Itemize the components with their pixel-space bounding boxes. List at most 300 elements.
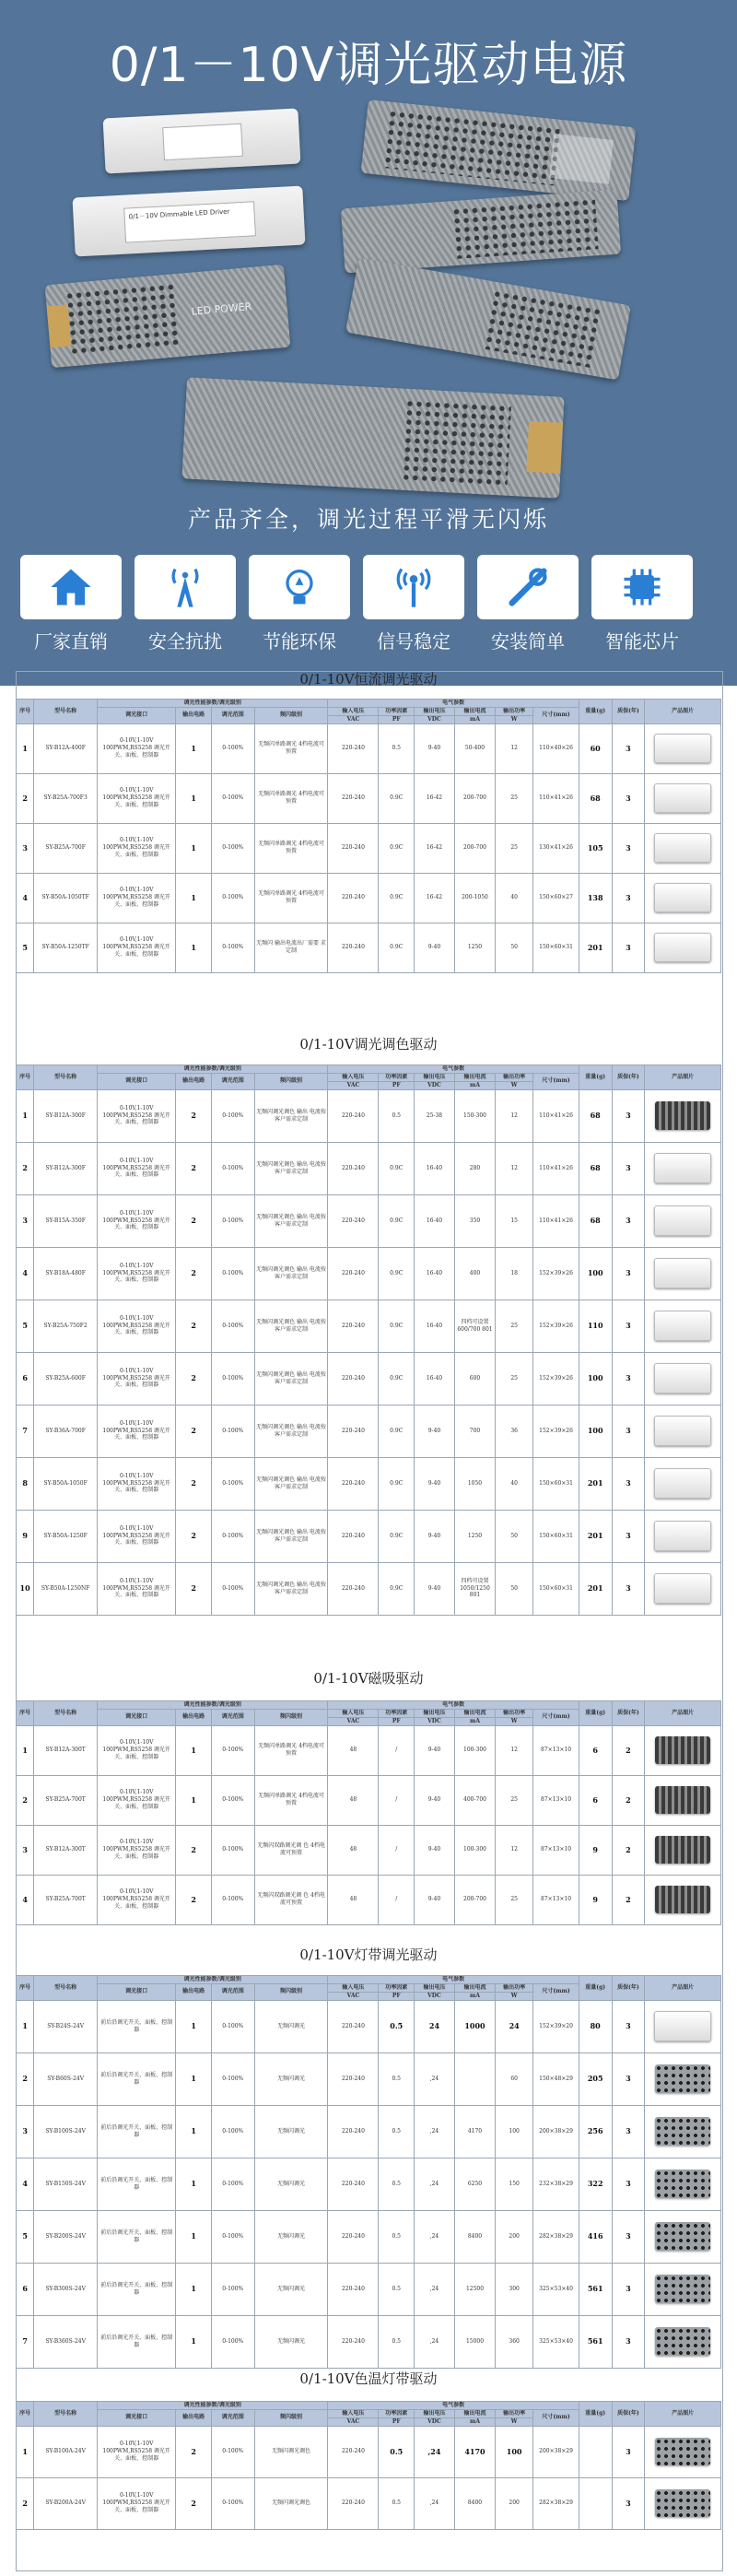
cell-pout: 360 <box>496 2315 533 2368</box>
cell-wty: 3 <box>612 1142 645 1194</box>
cell-freq: 无频闪调光调色 输出 电流按客户需求定制 <box>254 1300 328 1352</box>
cell-freq: 无频闪调光调色 输出 电流按客户需求定制 <box>254 1352 328 1405</box>
product-thumbnail <box>655 1836 711 1864</box>
cell-photo <box>645 1300 721 1352</box>
header-vin: 输入电压 <box>328 2409 379 2417</box>
cell-no: 3 <box>17 1825 34 1875</box>
cell-weight: 60 <box>579 723 612 773</box>
cell-range: 0-100% <box>211 1875 254 1924</box>
cell-ch: 1 <box>176 2315 212 2368</box>
cell-vout: 9-40 <box>414 1725 454 1775</box>
section-title: 0/1-10V恒流调光驱动 <box>299 671 438 688</box>
cell-ch: 2 <box>176 1405 212 1457</box>
header-vin: 输入电压 <box>328 1073 379 1081</box>
cell-dim_if: 0-10V,1-10V 100PWM,RS5258 调光开关、面板、控制器 <box>98 773 176 823</box>
cell-ch: 1 <box>176 1775 212 1825</box>
header-size: 尺寸(mm) <box>533 707 579 723</box>
cell-wty: 3 <box>612 2158 645 2210</box>
spec-table <box>16 699 721 973</box>
cell-ch: 2 <box>176 1352 212 1405</box>
header-dim-group: 调光性能参数/调光级别 <box>98 1065 328 1074</box>
cell-vout: 9-40 <box>414 1510 454 1562</box>
cell-dim_if: 0-10V,1-10V 100PWM,RS5258 调光开关、面板、控制器 <box>98 1875 176 1924</box>
cell-ch: 1 <box>176 823 212 873</box>
cell-freq: 无频闪调光 <box>254 2105 328 2158</box>
hero-banner <box>0 0 737 686</box>
cell-iout: 200-700 <box>454 1875 495 1924</box>
cell-dim_if: 前后沿调光开关、面板、控制器 <box>98 2053 176 2105</box>
cell-vout: 16-40 <box>414 1300 454 1352</box>
cell-weight: 416 <box>579 2210 612 2263</box>
header-warranty: 质保(年) <box>612 1065 645 1090</box>
cell-wty: 3 <box>612 1405 645 1457</box>
cell-weight: 105 <box>579 823 612 873</box>
cell-photo <box>645 2000 721 2053</box>
cell-photo <box>645 1725 721 1775</box>
cell-wty: 3 <box>612 1089 645 1142</box>
cell-pf: 0.5 <box>379 2210 415 2263</box>
spec-table <box>16 1975 721 2369</box>
cell-dim_if: 0-10V,1-10V 100PWM,RS5258 调光开关、面板、控制器 <box>98 1352 176 1405</box>
cell-range: 0-100% <box>211 723 254 773</box>
cell-dim_if: 0-10V,1-10V 100PWM,RS5258 调光开关、面板、控制器 <box>98 723 176 773</box>
cell-freq: 无频闪双路调光调 色 4档电流可预置 <box>254 1875 328 1924</box>
product-image-white-driver-1 <box>103 108 301 173</box>
cell-model: SY-B25A-600F <box>34 1352 98 1405</box>
cell-vin: 220-240 <box>328 1510 379 1562</box>
header-range: 调光范围 <box>211 2409 254 2426</box>
cell-pout: 150 <box>496 2158 533 2210</box>
cell-range: 0-100% <box>211 2477 254 2529</box>
cell-range: 0-100% <box>211 1247 254 1300</box>
cell-weight: 6 <box>579 1775 612 1825</box>
product-image-metal-driver-2 <box>341 190 621 274</box>
cell-weight: 68 <box>579 773 612 823</box>
cell-photo <box>645 1194 721 1247</box>
cell-photo <box>645 2158 721 2210</box>
cell-pf: 0.5 <box>379 2426 415 2477</box>
cell-pout: 24 <box>496 2000 533 2053</box>
cell-size: 110×41×26 <box>533 1089 579 1142</box>
cell-size: 152×39×26 <box>533 1300 579 1352</box>
cell-pout: 25 <box>496 1775 533 1825</box>
cell-pout: 12 <box>496 1142 533 1194</box>
cell-dim_if: 0-10V,1-10V 100PWM,RS5258 调光开关、面板、控制器 <box>98 1247 176 1300</box>
house-icon <box>47 563 95 611</box>
cell-pf: 0.5 <box>379 2105 415 2158</box>
cell-range: 0-100% <box>211 1825 254 1875</box>
cell-pout: 50 <box>496 1562 533 1615</box>
cell-ch: 1 <box>176 2210 212 2263</box>
cell-vin: 220-240 <box>328 2053 379 2105</box>
table-row <box>17 1300 721 1352</box>
cell-pf: 0.9C <box>379 773 415 823</box>
cell-pf: / <box>379 1725 415 1775</box>
cell-pf: 0.9C <box>379 1194 415 1247</box>
feature-factory-direct <box>17 555 125 653</box>
cell-photo <box>645 2053 721 2105</box>
cell-weight: 100 <box>579 1405 612 1457</box>
product-thumbnail <box>654 1416 712 1446</box>
cell-iout: 150-300 <box>454 1089 495 1142</box>
cell-ch: 2 <box>176 1142 212 1194</box>
cell-model: SY-B60S-24V <box>34 2053 98 2105</box>
header-dim-group: 调光性能参数/调光级别 <box>98 2402 328 2410</box>
cell-pout: 12 <box>496 1089 533 1142</box>
header-photo: 产品图片 <box>645 1976 721 2001</box>
table-row <box>17 2053 721 2105</box>
cell-size: 200×38×29 <box>533 2105 579 2158</box>
spec-table <box>16 1700 721 1925</box>
cell-vout: 16-40 <box>414 1194 454 1247</box>
cell-vin: 220-240 <box>328 1300 379 1352</box>
cell-model: SY-B50A-1050TF <box>34 873 98 923</box>
cell-vout: ,24 <box>414 2105 454 2158</box>
header-channels: 输出电路 <box>176 1709 212 1725</box>
cell-size: 282×38×29 <box>533 2210 579 2263</box>
unit-ma: mA <box>454 1717 495 1725</box>
cell-pf: 0.5 <box>379 2477 415 2529</box>
header-freq: 频闪级别 <box>254 1709 328 1725</box>
cell-model: SY-B50A-1250TF <box>34 923 98 972</box>
cell-range: 0-100% <box>211 1352 254 1405</box>
cell-freq: 无频闪单路调光 4档电流可预置 <box>254 1775 328 1825</box>
unit-w: W <box>496 2417 533 2426</box>
cell-ch: 2 <box>176 1194 212 1247</box>
product-thumbnail <box>655 1786 711 1814</box>
cell-vout: ,24 <box>414 2053 454 2105</box>
product-label-text-2: LED POWER <box>191 300 252 318</box>
product-thumbnail <box>654 783 712 813</box>
cell-pout: 12 <box>496 1825 533 1875</box>
cell-wty: 2 <box>612 1875 645 1924</box>
cell-weight: 201 <box>579 1457 612 1510</box>
cell-no: 6 <box>17 1352 34 1405</box>
cell-wty: 3 <box>612 1562 645 1615</box>
cell-vout: ,24 <box>414 2210 454 2263</box>
cell-pf: 0.5 <box>379 2315 415 2368</box>
cell-vin: 48 <box>328 1725 379 1775</box>
cell-photo <box>645 823 721 873</box>
cell-iout: 1250 <box>454 1510 495 1562</box>
unit-vdc: VDC <box>414 715 454 723</box>
header-range: 调光范围 <box>211 707 254 723</box>
cell-iout: 四档可设置 600/700 801 <box>454 1300 495 1352</box>
cell-photo <box>645 2315 721 2368</box>
feature-label: 节能环保 <box>263 630 336 653</box>
feature-label: 智能芯片 <box>605 630 679 653</box>
cell-freq: 无频闪调光调色 输出 电流按客户需求定制 <box>254 1510 328 1562</box>
cell-weight: 322 <box>579 2158 612 2210</box>
header-weight: 重量(g) <box>579 1701 612 1726</box>
cell-freq: 无频闪双路调光调 色 4档电流可预置 <box>254 1825 328 1875</box>
cell-model: SY-B50A-1250NF <box>34 1562 98 1615</box>
cell-size: 325×53×40 <box>533 2263 579 2315</box>
cell-range: 0-100% <box>211 1775 254 1825</box>
cell-model: SY-B360S-24V <box>34 2315 98 2368</box>
cell-pout: 25 <box>496 1300 533 1352</box>
cell-iout: 4170 <box>454 2426 495 2477</box>
cell-vin: 220-240 <box>328 1089 379 1142</box>
cell-wty: 3 <box>612 1352 645 1405</box>
cell-range: 0-100% <box>211 1457 254 1510</box>
header-model: 型号名称 <box>34 700 98 724</box>
cell-range: 0-100% <box>211 2210 254 2263</box>
cell-freq: 无频闪单路调光 4档电流可预置 <box>254 723 328 773</box>
cell-range: 0-100% <box>211 2158 254 2210</box>
table-row <box>17 2315 721 2368</box>
table-row <box>17 2000 721 2053</box>
header-size: 尺寸(mm) <box>533 1073 579 1089</box>
cell-no: 3 <box>17 1194 34 1247</box>
unit-vac: VAC <box>328 1717 379 1725</box>
cell-ch: 1 <box>176 2053 212 2105</box>
header-weight: 重量(g) <box>579 700 612 724</box>
product-thumbnail <box>654 1363 712 1394</box>
cell-dim_if: 0-10V,1-10V 100PWM,RS5258 调光开关、面板、控制器 <box>98 1725 176 1775</box>
product-thumbnail <box>654 883 712 912</box>
product-thumbnail <box>654 1258 712 1288</box>
cell-pout: 100 <box>496 2426 533 2477</box>
product-thumbnail <box>655 1101 711 1130</box>
header-vin: 输入电压 <box>328 707 379 715</box>
cell-size: 130×41×26 <box>533 823 579 873</box>
cell-vin: 220-240 <box>328 2158 379 2210</box>
cell-ch: 1 <box>176 2105 212 2158</box>
cell-vout: ,24 <box>414 2263 454 2315</box>
cell-vout: 16-42 <box>414 823 454 873</box>
cell-photo <box>645 1875 721 1924</box>
cell-pf: 0.9C <box>379 873 415 923</box>
cell-model: SY-B50A-1250F <box>34 1510 98 1562</box>
cell-no: 2 <box>17 2477 34 2529</box>
header-vout: 输出电压 <box>414 2409 454 2417</box>
cell-pf: 0.9C <box>379 1352 415 1405</box>
table-row <box>17 823 721 873</box>
cell-freq: 无频闪调光 <box>254 2158 328 2210</box>
table-row <box>17 1510 721 1562</box>
unit-ma: mA <box>454 1081 495 1089</box>
cell-weight: 6 <box>579 1725 612 1775</box>
cell-dim_if: 0-10V,1-10V 100PWM,RS5258 调光开关、面板、控制器 <box>98 2426 176 2477</box>
cell-freq: 无频闪调光 <box>254 2053 328 2105</box>
header-vout: 输出电压 <box>414 1983 454 1992</box>
cell-weight: 256 <box>579 2105 612 2158</box>
product-thumbnail <box>655 2170 711 2198</box>
cell-photo <box>645 1825 721 1875</box>
cell-no: 1 <box>17 2000 34 2053</box>
cell-ch: 2 <box>176 2426 212 2477</box>
tools-icon <box>504 563 552 611</box>
cell-wty: 2 <box>612 1725 645 1775</box>
product-thumbnail <box>654 734 712 763</box>
cell-wty: 3 <box>612 2477 645 2529</box>
header-channels: 输出电路 <box>176 1983 212 2000</box>
cell-iout: 6250 <box>454 2158 495 2210</box>
cell-iout: 200-1050 <box>454 873 495 923</box>
cell-vin: 220-240 <box>328 1142 379 1194</box>
header-warranty: 质保(年) <box>612 1701 645 1726</box>
cell-model: SY-B25A-700T <box>34 1775 98 1825</box>
cell-freq: 无频闪调光调色 输出 电流按客户需求定制 <box>254 1562 328 1615</box>
table-row <box>17 923 721 972</box>
cell-vin: 220-240 <box>328 2105 379 2158</box>
product-image-metal-driver-5 <box>181 377 564 498</box>
header-range: 调光范围 <box>211 1073 254 1089</box>
feature-smart-chip <box>588 555 696 653</box>
cell-photo <box>645 2263 721 2315</box>
table-row <box>17 873 721 923</box>
section-title: 0/1-10V磁吸驱动 <box>313 1670 424 1687</box>
cell-pf: 0.5 <box>379 2263 415 2315</box>
cell-pf: 0.9C <box>379 1510 415 1562</box>
cell-freq: 无频闪调光调色 输出 电流按客户需求定制 <box>254 1089 328 1142</box>
unit-w: W <box>496 1717 533 1725</box>
header-photo: 产品图片 <box>645 2402 721 2427</box>
cell-dim_if: 0-10V,1-10V 100PWM,RS5258 调光开关、面板、控制器 <box>98 1775 176 1825</box>
cell-ch: 2 <box>176 1457 212 1510</box>
eco-bulb-icon <box>275 563 323 611</box>
cell-pout: 300 <box>496 2263 533 2315</box>
cell-vin: 220-240 <box>328 2263 379 2315</box>
cell-freq: 无频闪调光调色 输出 电流按客户需求定制 <box>254 1142 328 1194</box>
header-pf: 功率因素 <box>379 1709 415 1717</box>
cell-size: 110×41×26 <box>533 1194 579 1247</box>
cell-vin: 220-240 <box>328 1194 379 1247</box>
product-thumbnail <box>655 2064 711 2093</box>
cell-no: 4 <box>17 2158 34 2210</box>
header-vin: 输入电压 <box>328 1983 379 1992</box>
cell-freq: 无频闪调光调色 输出 电流按客户需求定制 <box>254 1405 328 1457</box>
cell-size: 87×13×10 <box>533 1825 579 1875</box>
cell-size: 152×39×26 <box>533 1405 579 1457</box>
unit-vac: VAC <box>328 1992 379 2000</box>
cell-size: 152×39×26 <box>533 1247 579 1300</box>
cell-wty: 3 <box>612 2105 645 2158</box>
cell-dim_if: 前后沿调光开关、面板、控制器 <box>98 2158 176 2210</box>
cell-iout: 200-700 <box>454 823 495 873</box>
header-photo: 产品图片 <box>645 1701 721 1726</box>
cell-iout: 15000 <box>454 2315 495 2368</box>
cell-model: SY-B200A-24V <box>34 2477 98 2529</box>
cell-vout: ,24 <box>414 2158 454 2210</box>
header-no: 序号 <box>17 2402 34 2427</box>
cell-model: SY-B100A-24V <box>34 2426 98 2477</box>
cell-vin: 220-240 <box>328 1405 379 1457</box>
cell-model: SY-B50A-1050F <box>34 1457 98 1510</box>
cell-wty: 3 <box>612 723 645 773</box>
cell-size: 150×48×29 <box>533 2053 579 2105</box>
cell-wty: 3 <box>612 923 645 972</box>
product-image-metal-driver-3 <box>45 265 291 368</box>
cell-vin: 220-240 <box>328 1562 379 1615</box>
table-row <box>17 2105 721 2158</box>
header-dim-if: 调光接口 <box>98 1073 176 1089</box>
cell-dim_if: 0-10V,1-10V 100PWM,RS5258 调光开关、面板、控制器 <box>98 1300 176 1352</box>
unit-ma: mA <box>454 2417 495 2426</box>
header-elec-group: 电气参数 <box>328 1065 579 1074</box>
cell-iout: 400 <box>454 1247 495 1300</box>
cell-iout: 1250 <box>454 923 495 972</box>
cell-size: 87×13×10 <box>533 1775 579 1825</box>
cell-no: 2 <box>17 2053 34 2105</box>
header-freq: 频闪级别 <box>254 1983 328 2000</box>
cell-no: 1 <box>17 2426 34 2477</box>
header-elec-group: 电气参数 <box>328 700 579 708</box>
cell-iout: 100-300 <box>454 1725 495 1775</box>
table-row <box>17 773 721 823</box>
cell-photo <box>645 723 721 773</box>
cell-vin: 220-240 <box>328 873 379 923</box>
cell-ch: 1 <box>176 723 212 773</box>
header-no: 序号 <box>17 1701 34 1726</box>
cell-no: 10 <box>17 1562 34 1615</box>
cell-size: 282×38×29 <box>533 2477 579 2529</box>
cell-no: 5 <box>17 2210 34 2263</box>
table-row <box>17 1089 721 1142</box>
cell-model: SY-B36A-700F <box>34 1405 98 1457</box>
unit-pf: PF <box>379 1992 415 2000</box>
feature-energy-saving <box>245 555 354 653</box>
cell-iout: 50-400 <box>454 723 495 773</box>
table-row <box>17 2426 721 2477</box>
cell-pout: 25 <box>496 823 533 873</box>
chip-icon <box>618 563 666 611</box>
cell-freq: 无频闪单路调光 4档电流可预置 <box>254 1725 328 1775</box>
cell-photo <box>645 1775 721 1825</box>
cell-weight: 80 <box>579 2000 612 2053</box>
cell-vout: 16-40 <box>414 1142 454 1194</box>
cell-pf: 0.5 <box>379 1089 415 1142</box>
unit-pf: PF <box>379 1081 415 1089</box>
unit-pf: PF <box>379 715 415 723</box>
header-weight: 重量(g) <box>579 1065 612 1090</box>
spec-table <box>16 1065 721 1616</box>
cell-photo <box>645 1089 721 1142</box>
header-no: 序号 <box>17 700 34 724</box>
cell-vin: 220-240 <box>328 823 379 873</box>
unit-w: W <box>496 1081 533 1089</box>
cell-size: 110×41×26 <box>533 773 579 823</box>
cell-photo <box>645 1457 721 1510</box>
cell-photo <box>645 2210 721 2263</box>
cell-iout: 1000 <box>454 2000 495 2053</box>
cell-range: 0-100% <box>211 1194 254 1247</box>
table-row <box>17 1457 721 1510</box>
table-row <box>17 723 721 773</box>
cell-model: SY-B12A-400F <box>34 723 98 773</box>
cell-size: 150×60×31 <box>533 923 579 972</box>
cell-dim_if: 0-10V,1-10V 100PWM,RS5258 调光开关、面板、控制器 <box>98 1405 176 1457</box>
header-iout: 输出电流 <box>454 1983 495 1992</box>
feature-label: 信号稳定 <box>377 630 450 653</box>
header-dim-group: 调光性能参数/调光级别 <box>98 700 328 708</box>
cell-no: 6 <box>17 2263 34 2315</box>
cell-pout: 12 <box>496 723 533 773</box>
cell-wty: 3 <box>612 1247 645 1300</box>
header-weight: 重量(g) <box>579 2402 612 2427</box>
product-thumbnail <box>654 1153 712 1183</box>
cell-ch: 2 <box>176 1247 212 1300</box>
cell-wty: 3 <box>612 1194 645 1247</box>
cell-range: 0-100% <box>211 2053 254 2105</box>
product-thumbnail <box>655 2275 711 2303</box>
cell-size: 150×60×31 <box>533 1510 579 1562</box>
unit-vdc: VDC <box>414 1992 454 2000</box>
cell-size: 87×13×10 <box>533 1875 579 1924</box>
cell-dim_if: 0-10V,1-10V 100PWM,RS5258 调光开关、面板、控制器 <box>98 1194 176 1247</box>
cell-photo <box>645 2477 721 2529</box>
